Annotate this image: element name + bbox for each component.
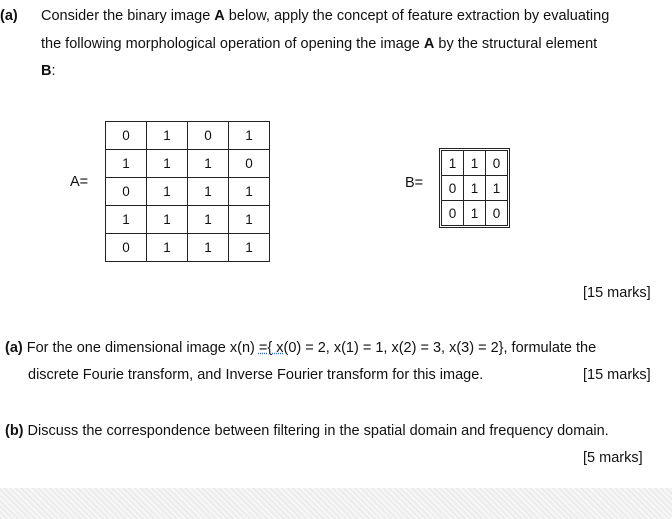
matrix-cell: 1 <box>147 150 188 178</box>
matrix-cell: 1 <box>486 176 508 201</box>
matrix-cell: 0 <box>486 201 508 226</box>
matrix-cell: 1 <box>464 151 486 176</box>
text-segment: the following morphological operation of opening the image <box>41 36 424 52</box>
question-a-line3 <box>41 63 56 79</box>
matrix-cell: 0 <box>442 201 464 226</box>
matrix-cell: 1 <box>464 176 486 201</box>
question-a-line2 <box>41 36 597 52</box>
matrix-cell: 0 <box>106 234 147 262</box>
matrix-row <box>442 201 508 226</box>
matrix-row <box>442 176 508 201</box>
text-bold: B <box>41 63 52 79</box>
matrix-cell: 0 <box>229 150 270 178</box>
matrix-cell: 1 <box>147 206 188 234</box>
text-segment: : <box>51 63 56 79</box>
matrix-row <box>106 234 270 262</box>
text-bold: A <box>214 8 225 24</box>
question-c-label: (b) <box>5 423 24 439</box>
text-bold: A <box>423 36 435 52</box>
matrix-cell: 0 <box>486 151 508 176</box>
question-b-line1 <box>5 340 596 356</box>
matrix-cell: 1 <box>147 234 188 262</box>
matrix-b-label: B= <box>405 175 424 191</box>
matrix-cell: 1 <box>229 206 270 234</box>
matrix-cell: 1 <box>229 178 270 206</box>
matrix-cell: 1 <box>106 150 147 178</box>
matrix-a-label: A= <box>70 174 89 190</box>
matrix-cell: 1 <box>464 201 486 226</box>
text-segment: below, apply the concept of feature extraction by evaluating <box>224 8 610 24</box>
matrix-cell: 1 <box>147 178 188 206</box>
matrix-cell: 0 <box>106 178 147 206</box>
marks-b: [15 marks] <box>583 367 651 383</box>
question-a-label: (a) <box>0 8 18 24</box>
text-segment: (0) = 2, x(1) = 1, x(2) = 3, x(3) = 2}, formulate the <box>283 340 597 356</box>
matrix-a-table <box>105 121 270 262</box>
question-b-label: (a) <box>5 340 23 356</box>
matrix-cell: 1 <box>229 234 270 262</box>
marks-a: [15 marks] <box>583 285 651 301</box>
question-a-line1 <box>41 8 609 24</box>
marks-c: [5 marks] <box>583 450 643 466</box>
question-c-line1 <box>5 423 609 439</box>
matrix-row <box>106 150 270 178</box>
matrix-cell: 1 <box>106 206 147 234</box>
question-b-line2: discrete Fourie transform, and Inverse Fourier transform for this image. <box>28 367 484 383</box>
matrix-b-table <box>441 150 508 226</box>
matrix-row <box>106 122 270 150</box>
matrix-cell: 0 <box>106 122 147 150</box>
matrix-cell: 1 <box>147 122 188 150</box>
text-segment: Consider the binary image <box>41 8 215 24</box>
matrix-cell: 1 <box>188 178 229 206</box>
matrix-row <box>106 206 270 234</box>
text-segment: Discuss the correspondence between filtering in the spatial domain and frequency domain. <box>23 423 609 439</box>
matrix-cell: 0 <box>188 122 229 150</box>
underlined-text: ={ x <box>258 340 284 356</box>
matrix-cell: 1 <box>188 206 229 234</box>
matrix-cell: 0 <box>442 176 464 201</box>
matrix-cell: 1 <box>442 151 464 176</box>
text-segment: For the one dimensional image x(n) <box>22 340 259 356</box>
matrix-cell: 1 <box>229 122 270 150</box>
matrix-cell: 1 <box>188 234 229 262</box>
text-segment: by the structural element <box>434 36 598 52</box>
matrix-row <box>442 151 508 176</box>
matrix-cell: 1 <box>188 150 229 178</box>
matrix-row <box>106 178 270 206</box>
footer-band <box>0 488 672 519</box>
